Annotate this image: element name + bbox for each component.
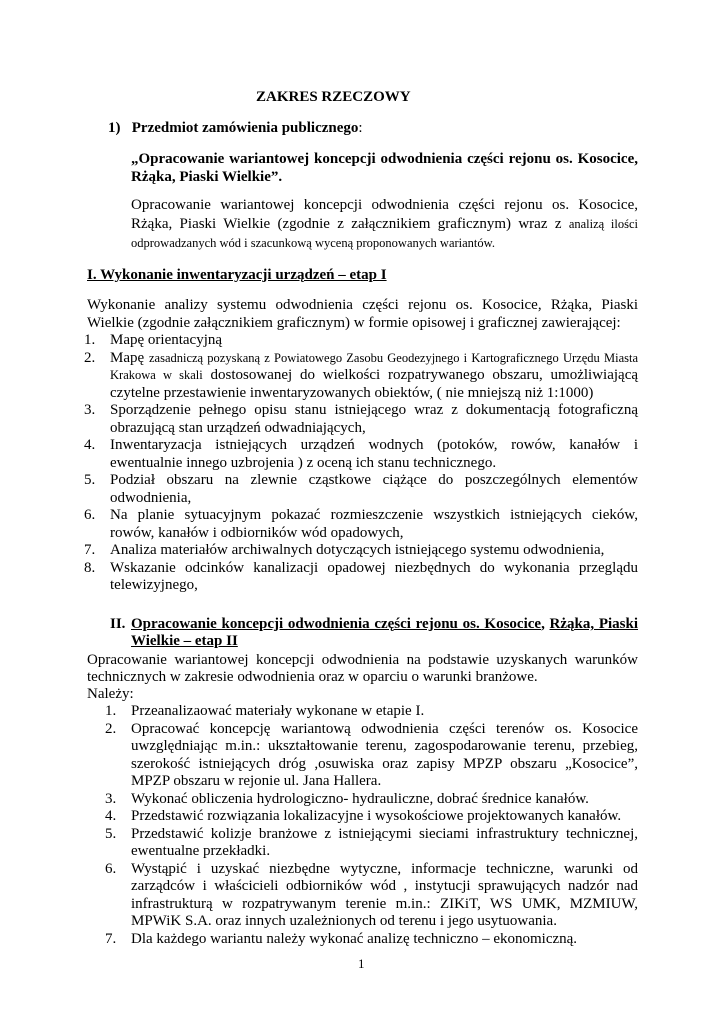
subject-description (131, 196, 638, 253)
list-item: 7. Dla każdego wariantu należy wykonać analizę techniczno – ekonomiczną. (105, 930, 578, 947)
subject-quote: „Opracowanie wariantowej koncepcji odwodnienia części rejonu os. Kosocice, Rżąka, Piaski Wielkie”. (131, 151, 638, 185)
subject-number: 1) (108, 120, 121, 136)
section-1-heading: I. Wykonanie inwentaryzacji urządzeń – etap I (87, 267, 387, 283)
section-2-intro: Opracowanie wariantowej koncepcji odwodnienia na podstawie uzyskanych warunków technicznych w zakresie odwodnienia oraz w oparciu o warunki branżowe. (87, 652, 638, 685)
section-1-intro: Wykonanie analizy systemu odwodnienia części rejonu os. Kosocice, Rżąka, Piaski Wielkie (zgodnie załącznikiem graficznym) w formie opisowej i graficznej zawierającej: (87, 297, 638, 331)
list-item: 6. Na planie sytuacyjnym pokazać rozmieszczenie wszystkich istniejących cieków, rowów, kanałów i odbiorników wód opadowych, (84, 507, 638, 541)
list-item: 1. Przeanalizaować materiały wykonane w etapie I. (105, 703, 425, 719)
list-item: 5. Przedstawić kolizje branżowe z istniejącymi sieciami infrastruktury technicznej, ewentualne przekładki. (105, 825, 638, 859)
list-item: 7. Analiza materiałów archiwalnych dotyczących istniejącego systemu odwodnienia, (84, 542, 605, 558)
section-2-number: II. (110, 616, 126, 632)
page-title: ZAKRES RZECZOWY (256, 89, 411, 105)
list-item: 3. Sporządzenie pełnego opisu stanu istniejącego wraz z dokumentacją fotograficzną obrazującą stan urządzeń odwadniających, (84, 402, 638, 436)
list-item: 2. Mapę zasadniczą pozyskaną z Powiatowego Zasobu Geodezyjnego i Kartograficznego Urzędu Miasta Krakowa w skali dostosowanej do wielkości rozpatrywanego obszaru, umożliwiającą czytelne przestawienie inwentaryzowanych obiektów, ( nie mniejszą niż 1:1000) (84, 349, 639, 401)
subject-label: Przedmiot zamówienia publicznego (131, 120, 359, 136)
list-item: 8. Wskazanie odcinków kanalizacji opadowej niezbędnych do wykonania przeglądu telewizyjnego, (84, 559, 638, 593)
subject-description-small: analizą ilości odprowadzanych wód i szacunkową wyceną proponowanych wariantów. (131, 217, 638, 250)
list-item: 5. Podział obszaru na zlewnie cząstkowe ciążące do poszczególnych elementów odwodnienia, (84, 472, 638, 506)
list-item: 4. Inwentaryzacja istniejących urządzeń wodnych (potoków, rowów, kanałów i ewentualnie innego uzbrojenia ) z oceną ich stanu technicznego. (84, 437, 638, 471)
list-item: 6. Wystąpić i uzyskać niezbędne wytyczne, informacje techniczne, warunki od zarządców i właścicieli odbiorników wód , instytucji sprawujących nadzór nad infrastrukturą w rozpatrywanym terenie m.in.: ZIKiT, WS UMK, MZMIUW, MPWiK S.A. oraz innych uzależnionych od terenu i jego usytuowania. (105, 860, 638, 929)
section-2-heading: Opracowanie koncepcji odwodnienia części rejonu os. Kosocice, Rżąka, Piaski Wielkie – etap II (131, 616, 639, 649)
section-1-list (84, 332, 639, 595)
section-2-list (105, 703, 638, 948)
list-item: 1. Mapę orientacyjną (84, 332, 223, 348)
subject-colon: : (358, 120, 363, 136)
page-number: 1 (358, 956, 365, 971)
section-2-lead: Należy: (87, 686, 134, 702)
list-item: 2. Opracować koncepcję wariantową odwodnienia części terenów os. Kosocice uwzględniając m.in.: ukształtowanie terenu, zagospodarowanie terenu, przebieg, szerokość istniejących dróg ,osuwiska oraz zapisy MPZP obszaru „Kosocice”, MPZP obszaru w rejonie ul. Jana Hallera. (105, 720, 638, 789)
subject-line (108, 120, 363, 137)
list-item: 4. Przedstawić rozwiązania lokalizacyjne i wysokościowe projektowanych kanałów. (105, 808, 622, 824)
list-item: 3. Wykonać obliczenia hydrologiczno- hydrauliczne, dobrać średnice kanałów. (105, 790, 589, 807)
subject-description-main: Opracowanie wariantowej koncepcji odwodnienia części rejonu os. Kosocice, Rżąka, Piaski Wielkie (zgodnie z załącznikiem graficznym) wraz z (131, 197, 638, 232)
